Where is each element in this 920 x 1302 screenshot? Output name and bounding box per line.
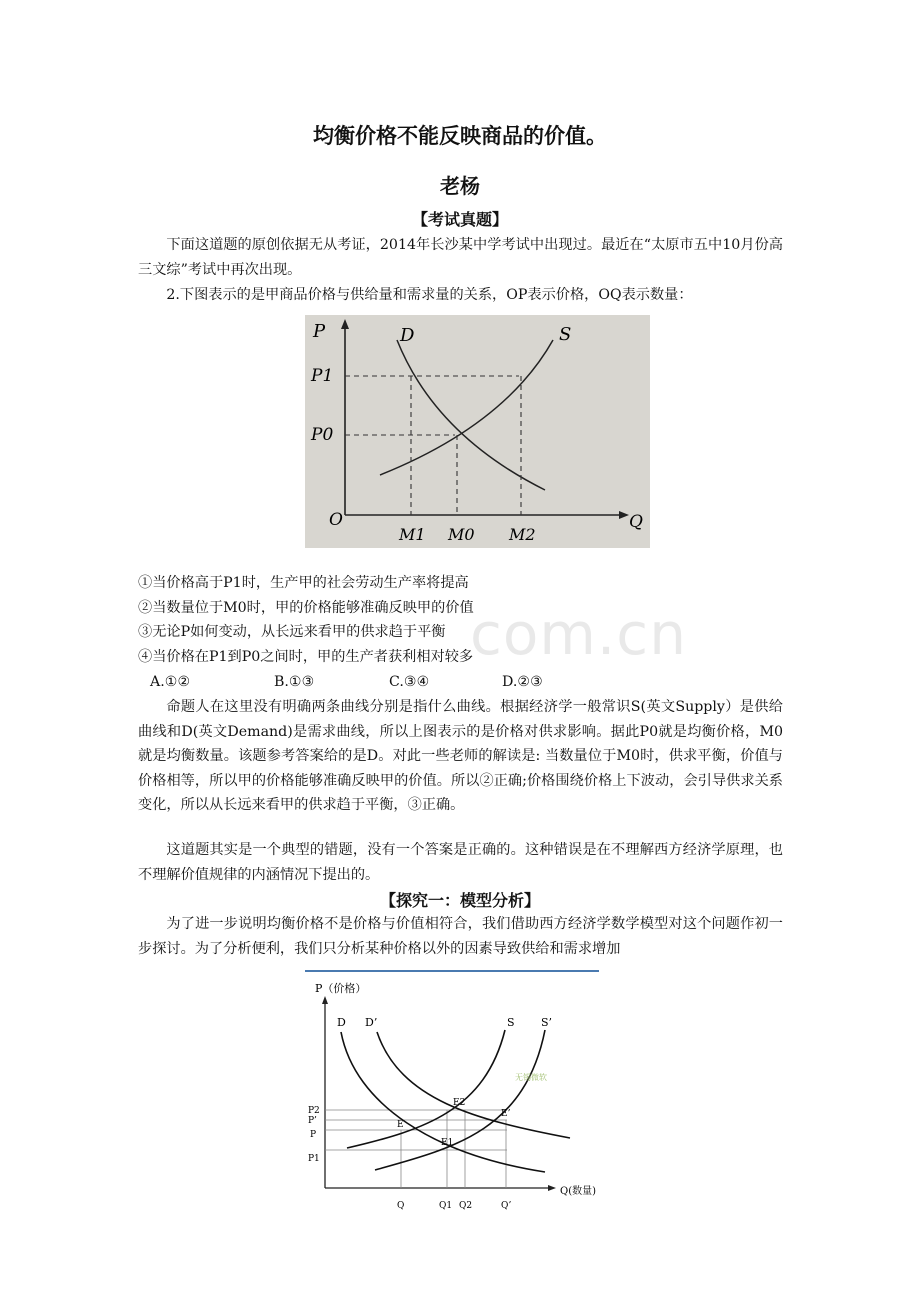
fig1-demand-curve xyxy=(397,340,545,490)
choice-d: D.②③ xyxy=(502,674,543,690)
fig1-label-origin: O xyxy=(329,510,343,530)
fig2-label-s-shifted: S’ xyxy=(541,1016,553,1029)
fig2-label-p-axis: P（价格） xyxy=(315,982,367,995)
fig1-label-p: P xyxy=(313,321,326,342)
fig2-label-q: Q xyxy=(397,1201,405,1211)
author-name: 老杨 xyxy=(440,174,480,198)
fig1-p-arrow xyxy=(341,319,349,329)
fig2-label-pp: P’ xyxy=(308,1116,317,1126)
figure-supply-demand-2 xyxy=(305,970,605,1215)
fig2-label-qp: Q’ xyxy=(501,1201,512,1211)
fig2-label-ep: E’ xyxy=(501,1109,511,1119)
intro-paragraph: 下面这道题的原创依据无从考证，2014年长沙某中学考试中出现过。最近在“太原市五中10月份高三文综”考试中再次出现。 xyxy=(138,237,783,278)
figure1-svg xyxy=(305,315,650,548)
figure2-svg xyxy=(305,970,605,1215)
fig2-label-s: S xyxy=(507,1016,515,1029)
document-title: 均衡价格不能反映商品的价值。 xyxy=(313,124,607,148)
analysis-paragraph: 命题人在这里没有明确两条曲线分别是指什么曲线。根据经济学一般常识S(英文Supply）是供给曲线和D(英文Demand)是需求曲线，所以上图表示的是价格对供求影响。据此P0就是均衡价格，M0就是均衡数量。该题参考答案给的是D。对此一些老师的解读是: 当数量位于M0时，供求平衡，价值与价格相等，所以甲的价格能够准确反映甲的价值。所以②正确;价格围绕价格上下波动，会引导供求关系变化，所以从长远来看甲的供求趋于平衡，③正确。 xyxy=(138,699,783,813)
fig1-label-m0: M0 xyxy=(448,525,475,544)
fig2-label-d-shifted: D’ xyxy=(365,1016,378,1029)
section-heading-model: 【探究一：模型分析】 xyxy=(379,891,540,910)
option-1: ①当价格高于P1时，生产甲的社会劳动生产率将提高 xyxy=(138,575,469,591)
fig2-label-q-axis: Q(数量) xyxy=(560,1186,597,1197)
fig2-label-p1: P1 xyxy=(308,1154,320,1164)
fig2-label-q1: Q1 xyxy=(439,1201,453,1211)
fig1-label-s: S xyxy=(559,324,572,345)
fig1-label-m1: M1 xyxy=(399,525,426,544)
option-4: ④当价格在P1到P0之间时，甲的生产者获利相对较多 xyxy=(138,649,474,665)
fig1-label-m2: M2 xyxy=(509,525,536,544)
fig2-label-d: D xyxy=(337,1016,346,1029)
figure-supply-demand-1 xyxy=(305,315,650,548)
fig1-label-p1: P1 xyxy=(311,366,334,386)
fig2-p-arrow xyxy=(322,996,328,1004)
fig2-faint-label: 无锡微软 xyxy=(515,1073,547,1082)
question-text: 2.下图表示的是甲商品价格与供给量和需求量的关系，OP表示价格，OQ表示数量： xyxy=(166,287,693,303)
fig1-label-q: Q xyxy=(629,512,643,532)
fig2-q-arrow xyxy=(548,1185,556,1191)
fig2-label-p2: P2 xyxy=(308,1106,320,1116)
fig2-label-e: E xyxy=(397,1120,404,1130)
fig1-label-d: D xyxy=(400,325,415,346)
choice-b: B.①③ xyxy=(274,674,315,690)
fig2-label-e2: E2 xyxy=(453,1098,466,1108)
fig2-label-e1: E1 xyxy=(441,1138,454,1148)
conclusion-paragraph: 这道题其实是一个典型的错题，没有一个答案是正确的。这种错误是在不理解西方经济学原理，也不理解价值规律的内涵情况下提出的。 xyxy=(138,842,783,883)
fig2-label-q2: Q2 xyxy=(459,1201,473,1211)
fig1-q-arrow xyxy=(619,511,629,519)
section-heading-exam: 【考试真题】 xyxy=(411,210,508,229)
choice-a: A.①② xyxy=(150,674,191,690)
choice-c: C.③④ xyxy=(389,674,430,690)
watermark: com.cn xyxy=(470,600,687,668)
fig2-label-p: P xyxy=(310,1130,317,1140)
option-2: ②当数量位于M0时，甲的价格能够准确反映甲的价值 xyxy=(138,600,474,616)
option-3: ③无论P如何变动，从长远来看甲的供求趋于平衡 xyxy=(138,624,446,640)
model-paragraph: 为了进一步说明均衡价格不是价格与价值相符合，我们借助西方经济学数学模型对这个问题作初一步探讨。为了分析便利，我们只分析某种价格以外的因素导致供给和需求增加 xyxy=(138,916,783,957)
fig1-label-p0: P0 xyxy=(311,425,334,445)
